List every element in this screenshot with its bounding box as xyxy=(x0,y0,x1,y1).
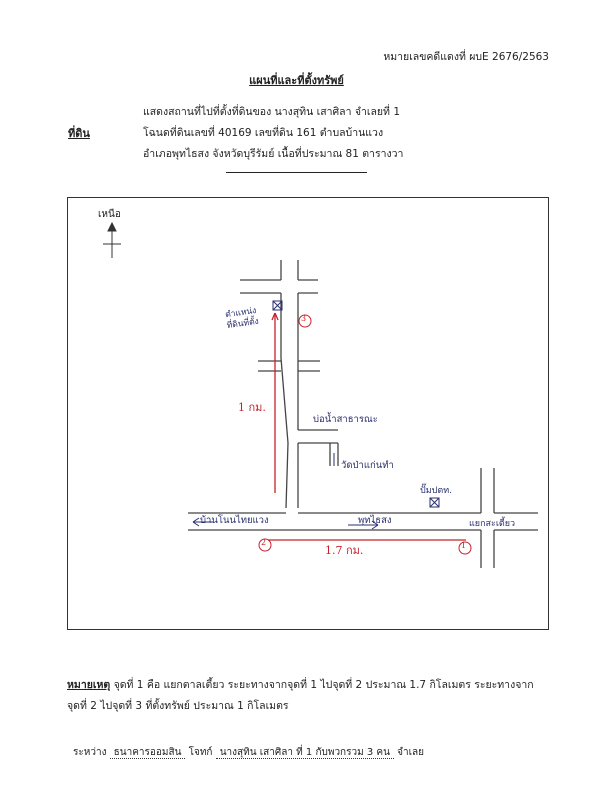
public-well-label: บ่อน้ำสาธารณะ xyxy=(313,414,378,425)
note-line-2: จุดที่ 2 ไปจุดที่ 3 ที่ตั้งทรัพย์ ประมาณ 1 กิโลเมตร xyxy=(67,700,289,712)
land-description-line-2: โฉนดที่ดินเลขที่ 40169 เลขที่ดิน 161 ตำบลบ้านแวง xyxy=(143,127,384,139)
gas-station-icon xyxy=(430,498,439,507)
document-title: แผนที่และที่ตั้งทรัพย์ xyxy=(249,74,344,87)
point-2-label: 2 xyxy=(261,538,267,547)
parties-line xyxy=(73,745,424,760)
title-underline xyxy=(226,172,367,173)
land-label: ที่ดิน xyxy=(68,127,90,140)
to-right-label: พุทไธสง xyxy=(358,515,392,526)
road-main-north-south xyxy=(240,260,338,508)
point-3-label: 3 xyxy=(301,314,307,323)
distance-1km-label: 1 กม. xyxy=(238,401,266,414)
land-description-line-1: แสดงสถานที่ไปที่ตั้งที่ดินของ นางสุทิน เสาศิลา จำเลยที่ 1 xyxy=(143,106,400,118)
to-left-label: บ้านโนนไทยแวง xyxy=(200,515,269,526)
note-label: หมายเหตุ xyxy=(67,679,111,691)
map-drawing xyxy=(68,198,550,631)
gas-station-label: ปั๊มปตท. xyxy=(420,486,452,496)
land-location-label: ตำแหน่ง ที่ดินที่ตั้ง xyxy=(224,305,260,332)
note-line-1 xyxy=(67,676,534,693)
plaintiff-name: ธนาคารออมสิน xyxy=(110,747,186,759)
north-label: เหนือ xyxy=(98,209,121,220)
north-arrow-icon xyxy=(103,223,121,258)
location-map xyxy=(67,197,549,630)
between-label: ระหว่าง xyxy=(73,747,107,758)
junction-label: แยกสะเตี้ยว xyxy=(469,519,516,529)
point-1-label: 1 xyxy=(461,541,467,550)
defendant-name: นางสุทิน เสาศิลา ที่ 1 กับพวกรวม 3 คน xyxy=(216,747,394,759)
note-text-1: จุดที่ 1 คือ แยกตาลเตี้ยว ระยะทางจากจุดที่ 1 ไปจุดที่ 2 ประมาณ 1.7 กิโลเมตร ระยะทางจาก xyxy=(113,679,534,691)
land-description-line-3: อำเภอพุทไธสง จังหวัดบุรีรัมย์ เนื้อที่ประมาณ 81 ตารางวา xyxy=(143,148,404,160)
defendant-label: จำเลย xyxy=(397,747,425,758)
case-number: หมายเลขคดีแดงที่ ผบE 2676/2563 xyxy=(383,51,549,63)
plaintiff-label: โจทก์ xyxy=(188,747,213,758)
distance-1-7km-label: 1.7 กม. xyxy=(325,544,364,557)
temple-label: วัดป่าแก่นทำ xyxy=(341,460,394,471)
